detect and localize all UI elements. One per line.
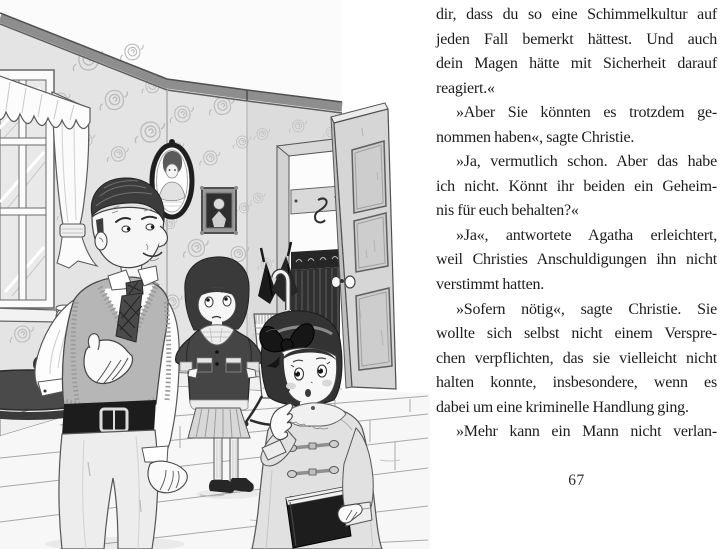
text-line: dein Magen hätte mit Sicherheit darauf [436, 55, 717, 73]
text-line: »Ja«, antwortete Agatha erleichtert, [456, 226, 717, 244]
text-line: »Mehr kann ein Mann nicht verlan- [456, 423, 717, 441]
small-picture-frame [200, 186, 238, 235]
text-line: dabei um eine kriminelle Handlung ging. [436, 398, 689, 416]
text-line: wollte sich selbst nicht einem Verspre- [436, 325, 717, 343]
text-line: nommen haben«, sagte Christie. [436, 128, 635, 146]
text-line: weil Christies Anschuldigungen ihn nicht [436, 251, 717, 269]
text-line: nis für euch behalten?« [436, 202, 579, 220]
window-sill [0, 308, 61, 322]
text-line: verstimmt hatten. [436, 276, 545, 294]
text-line: reagiert.« [436, 79, 495, 97]
curtain-tieback [60, 224, 85, 237]
text-line: ich nicht. Könnt ihr beiden ein Geheim- [436, 177, 717, 195]
door-knob-icon [345, 276, 355, 288]
text-line: »Sofern nötig«, sagte Christie. Sie [456, 300, 717, 318]
text-line: dir, dass du so eine Schimmelkultur auf [436, 6, 717, 23]
text-line: chen verpflichten, das sie vielleicht nicht [436, 349, 717, 367]
text-line: »Ja, vermutlich schon. Aber das habe [456, 153, 717, 171]
book-text-column [436, 3, 717, 445]
page-number: 67 [568, 472, 585, 489]
text-line: halten konnte, insbesondere, wenn es [436, 374, 717, 392]
text-line: jeden Fall bemerkt hättest. Und auch [436, 30, 717, 48]
front-door-knob-icon [332, 277, 341, 288]
text-line: »Aber Sie könnten es trotzdem ge- [456, 104, 717, 122]
